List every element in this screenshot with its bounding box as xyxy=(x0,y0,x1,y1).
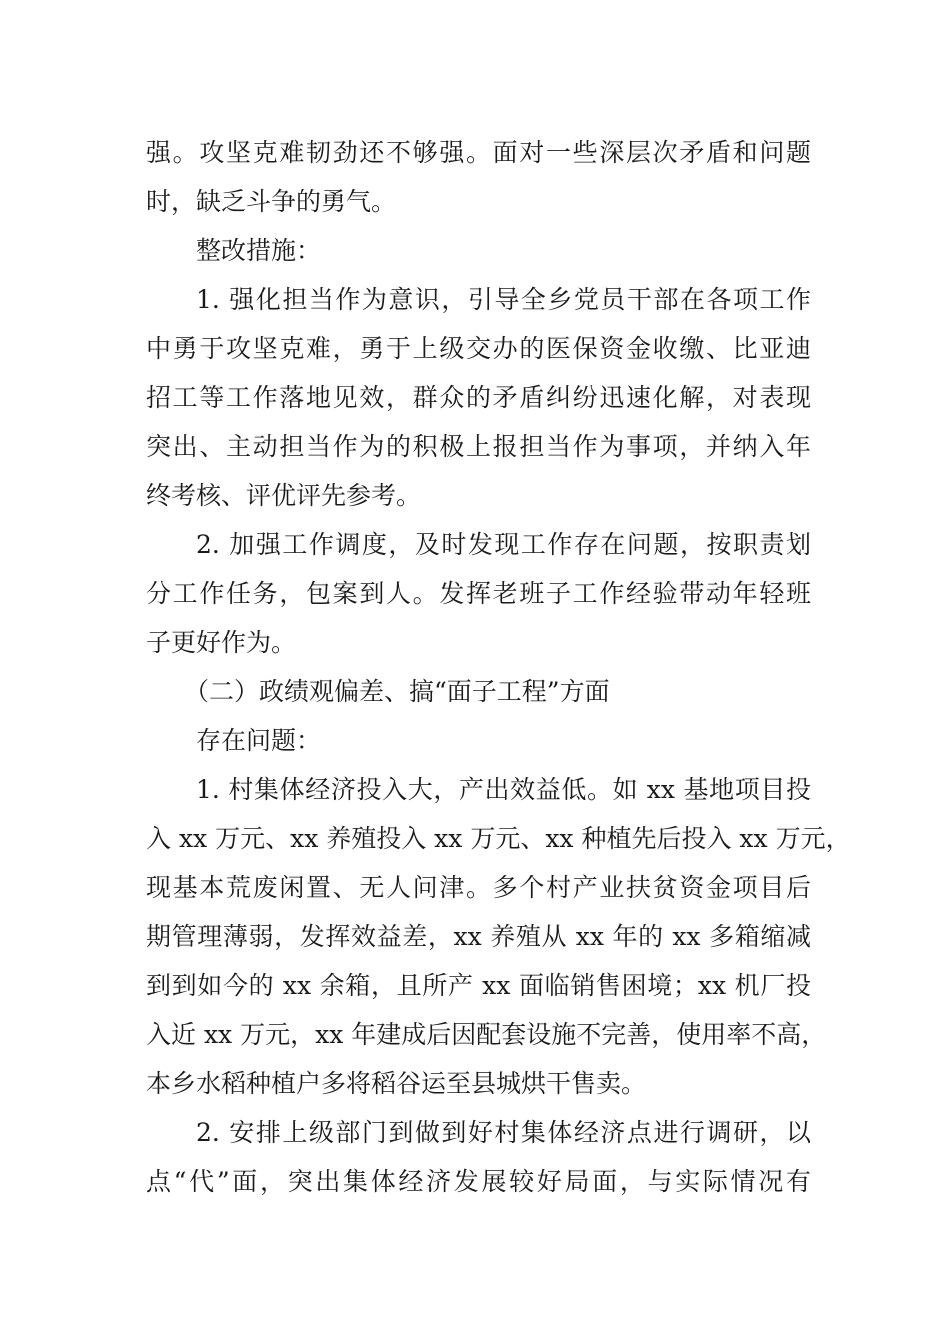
text-line: 到到如今的 xx 余箱，且所产 xx 面临销售困境；xx 机厂投 xyxy=(146,971,811,1000)
text-line: 点“代”面，突出集体经济发展较好局面，与实际情况有 xyxy=(146,1167,811,1196)
section-heading: （二）政绩观偏差、搞“面子工程”方面 xyxy=(184,677,610,706)
text-line: 1. 强化担当作为意识，引导全乡党员干部在各项工作 xyxy=(196,285,811,314)
text-line: 突出、主动担当作为的积极上报担当作为事项，并纳入年 xyxy=(146,432,811,461)
text-line: 分工作任务，包案到人。发挥老班子工作经验带动年轻班 xyxy=(146,579,811,608)
text-line: 终考核、评优评先参考。 xyxy=(146,481,422,510)
text-line: 入 xx 万元、xx 养殖投入 xx 万元、xx 种植先后投入 xx 万元， xyxy=(146,824,851,853)
text-line: 现基本荒废闲置、无人问津。多个村产业扶贫资金项目后 xyxy=(146,873,811,902)
text-line: 招工等工作落地见效，群众的矛盾纠纷迅速化解，对表现 xyxy=(146,383,811,412)
text-line: 期管理薄弱，发挥效益差，xx 养殖从 xx 年的 xx 多箱缩减 xyxy=(146,922,811,951)
document-body xyxy=(146,128,851,1206)
text-line: 子更好作为。 xyxy=(146,628,297,657)
text-line: 强。攻坚克难韧劲还不够强。面对一些深层次矛盾和问题 xyxy=(146,138,811,167)
text-line: 2. 加强工作调度，及时发现工作存在问题，按职责划 xyxy=(196,530,811,559)
text-line: 1. 村集体经济投入大，产出效益低。如 xx 基地项目投 xyxy=(196,775,811,804)
text-line: 入近 xx 万元，xx 年建成后因配套设施不完善，使用率不高， xyxy=(146,1020,827,1049)
text-line: 中勇于攻坚克难，勇于上级交办的医保资金收缴、比亚迪 xyxy=(146,334,811,363)
section-label: 整改措施： xyxy=(196,236,322,265)
text-line: 2. 安排上级部门到做到好村集体经济点进行调研，以 xyxy=(196,1118,811,1147)
text-line: 时，缺乏斗争的勇气。 xyxy=(146,187,397,216)
section-label: 存在问题： xyxy=(196,726,322,755)
text-line: 本乡水稻种植户多将稻谷运至县城烘干售卖。 xyxy=(146,1069,647,1098)
